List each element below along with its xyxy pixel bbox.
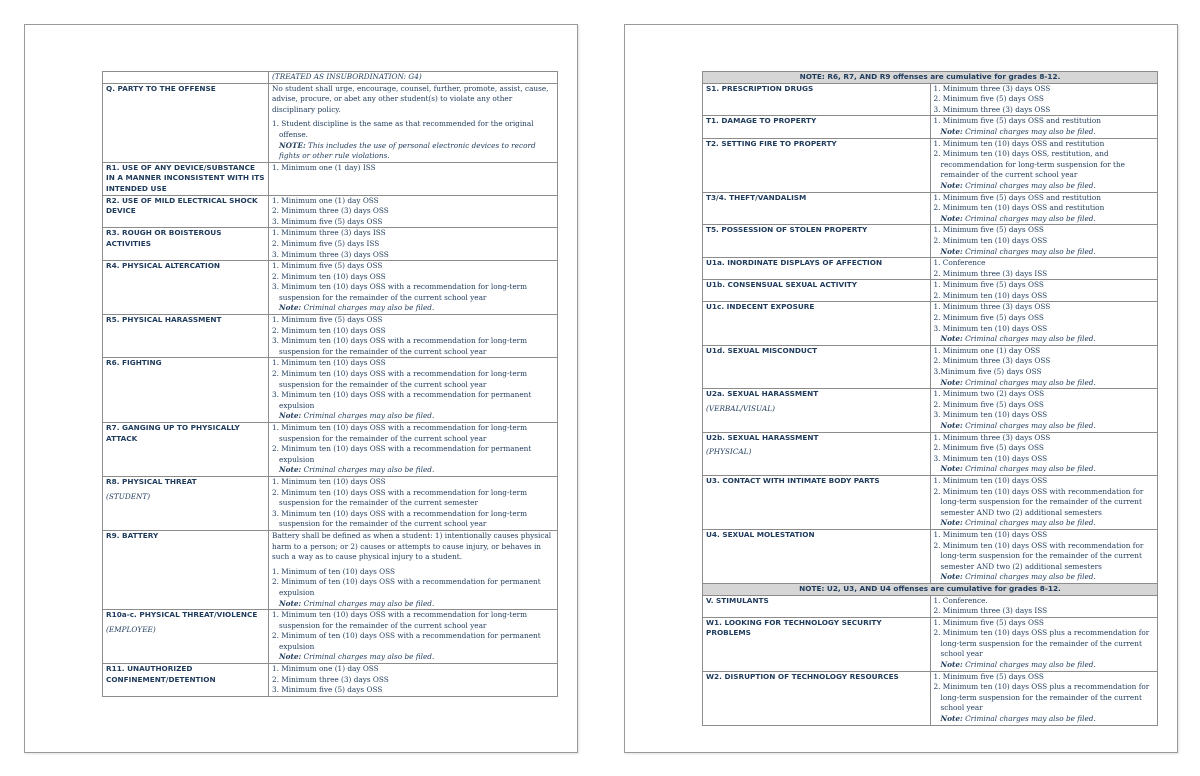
- consequence-cell: [269, 610, 558, 664]
- consequence-item: 2. Minimum ten (10) days OSS with a recommendation for permanent expulsion: [272, 444, 532, 464]
- offense-row: [703, 529, 1158, 583]
- offense-row: [703, 595, 1158, 617]
- offense-row: [103, 228, 558, 261]
- consequence-item: 1. Minimum ten (10) days OSS with a recommendation for long-term suspension for the remainder of the current school year: [272, 423, 528, 443]
- offense-name: R9. BATTERY: [106, 530, 159, 540]
- consequence-cell: [269, 195, 558, 228]
- offense-qualifier: (VERBAL/VISUAL): [706, 403, 775, 413]
- consequence-item: 1. Minimum one (1) day OSS: [933, 345, 1041, 355]
- offense-name-cell: [703, 345, 931, 388]
- offense-row: [703, 389, 1158, 432]
- consequence-item: 1. Minimum one (1 day) ISS: [272, 162, 376, 172]
- right-page: [624, 24, 1178, 753]
- offense-row: [703, 345, 1158, 388]
- offense-name: V. STIMULANTS: [706, 595, 769, 605]
- offense-name: U1c. INDECENT EXPOSURE: [706, 302, 815, 312]
- offense-name: R3. ROUGH OR BOISTEROUS ACTIVITIES: [106, 228, 222, 248]
- header-note: (TREATED AS INSUBORDINATION: G4): [269, 72, 558, 84]
- note-label: Note:: [940, 180, 963, 190]
- consequence-item: 2. Minimum ten (10) days OSS: [272, 325, 386, 335]
- offense-qualifier: (PHYSICAL): [706, 447, 752, 457]
- offense-name: U1b. CONSENSUAL SEXUAL ACTIVITY: [706, 280, 858, 290]
- note-text: Criminal charges may also be filed.: [965, 464, 1096, 474]
- consequence-item: 1. Minimum one (1) day OSS: [272, 664, 379, 674]
- consequence-item: 2. Minimum ten (10) days OSS with a recommendation for long-term suspension for the remainder of the current school year: [272, 369, 528, 389]
- offense-name-cell: [103, 664, 269, 697]
- consequence-item: 1. Minimum five (5) days OSS: [933, 280, 1044, 290]
- offense-name-cell: [103, 358, 269, 423]
- consequence-cell: [930, 345, 1158, 388]
- criminal-charges-note: [272, 652, 554, 663]
- consequence-cell: [930, 83, 1158, 116]
- consequence-item: 1. Minimum five (5) days OSS: [272, 315, 383, 325]
- consequence-item: 2. Minimum five (5) days OSS: [933, 399, 1044, 409]
- offense-row: [703, 138, 1158, 192]
- consequence-cell: [930, 258, 1158, 280]
- note-label: Note:: [279, 652, 302, 662]
- consequence-item: 2. Minimum five (5) days OSS: [933, 94, 1044, 104]
- criminal-charges-note: [934, 181, 1155, 192]
- consequence-item: 3. Minimum ten (10) days OSS: [933, 323, 1048, 333]
- consequence-item: 1. Minimum five (5) days OSS: [933, 617, 1044, 627]
- offense-name: R1. USE OF ANY DEVICE/SUBSTANCE IN A MANNER INCONSISTENT WITH ITS INTENDED USE: [106, 162, 265, 193]
- note-text: Criminal charges may also be filed.: [965, 126, 1096, 136]
- offense-row: [103, 530, 558, 609]
- note-text: Criminal charges may also be filed.: [965, 213, 1096, 223]
- consequence-item: 2. Minimum ten (10) days OSS plus a recommendation for long-term suspension for the remainder of the current school year: [933, 628, 1150, 659]
- consequence-cell: [269, 228, 558, 261]
- consequence-item: 1. Minimum ten (10) days OSS: [933, 529, 1048, 539]
- note-label: Note:: [279, 465, 302, 475]
- consequence-cell: [930, 225, 1158, 258]
- consequence-item: 2. Minimum five (5) days OSS: [933, 443, 1044, 453]
- offense-name-cell: [703, 225, 931, 258]
- consequence-cell: [930, 595, 1158, 617]
- criminal-charges-note: [934, 247, 1155, 258]
- offense-name: Q. PARTY TO THE OFFENSE: [106, 83, 216, 93]
- consequence-item: 1. Minimum one (1) day OSS: [272, 195, 379, 205]
- offense-row: [703, 475, 1158, 529]
- consequence-item: 2. Minimum ten (10) days OSS: [933, 290, 1048, 300]
- criminal-charges-note: [934, 660, 1155, 671]
- offense-row: [103, 610, 558, 664]
- criminal-charges-note: [934, 572, 1155, 583]
- offense-name-cell: [703, 83, 931, 116]
- cumulative-note-row: [703, 583, 1158, 595]
- offense-name: R10a-c. PHYSICAL THREAT/VIOLENCE: [106, 610, 258, 620]
- consequence-item: 1. Minimum five (5) days OSS: [933, 671, 1044, 681]
- offense-name: U2a. SEXUAL HARASSMENT: [706, 389, 819, 399]
- criminal-charges-note: [934, 378, 1155, 389]
- note-text: Criminal charges may also be filed.: [303, 303, 435, 313]
- offense-name: U2b. SEXUAL HARASSMENT: [706, 432, 819, 442]
- consequence-item: 3. Minimum ten (10) days OSS with a recommendation for permanent expulsion: [272, 390, 532, 410]
- offense-name-cell: [103, 228, 269, 261]
- note-label: Note:: [279, 411, 302, 421]
- note-text: Criminal charges may also be filed.: [965, 334, 1096, 344]
- consequence-cell: [930, 116, 1158, 138]
- note-label: Note:: [279, 303, 302, 313]
- consequence-item: 1. Minimum three (3) days OSS: [933, 83, 1051, 93]
- offense-name-cell: [703, 280, 931, 302]
- note-label: Note:: [940, 213, 963, 223]
- offense-name-cell: [703, 432, 931, 475]
- note-label: Note:: [940, 421, 963, 430]
- offense-name-cell: [703, 475, 931, 529]
- note-text: Criminal charges may also be filed.: [965, 518, 1096, 528]
- offense-row: [703, 225, 1158, 258]
- criminal-charges-note: [934, 421, 1155, 432]
- consequence-cell: [930, 671, 1158, 725]
- consequence-item: 2. Minimum of ten (10) days OSS with a recommendation for permanent expulsion: [272, 577, 541, 597]
- criminal-charges-note: [934, 464, 1155, 475]
- consequence-item: 3.Minimum five (5) days OSS: [933, 367, 1042, 377]
- note-label: Note:: [940, 572, 963, 582]
- note-text: Criminal charges may also be filed.: [965, 246, 1096, 256]
- offense-name-cell: [103, 195, 269, 228]
- offense-row: [103, 664, 558, 697]
- offense-name-cell: [703, 192, 931, 225]
- consequence-item: 1. Conference.: [933, 595, 988, 605]
- offense-name: R11. UNAUTHORIZED CONFINEMENT/DETENTION: [106, 664, 216, 684]
- criminal-charges-note: [934, 714, 1155, 725]
- note-text: Criminal charges may also be filed.: [303, 411, 435, 421]
- consequence-cell: [269, 476, 558, 530]
- header-note-row: [103, 72, 558, 84]
- consequence-item: 2. Minimum five (5) days ISS: [272, 238, 380, 248]
- criminal-charges-note: [272, 465, 554, 476]
- criminal-charges-note: [934, 127, 1155, 138]
- offense-name-cell: [703, 138, 931, 192]
- offense-name: W2. DISRUPTION OF TECHNOLOGY RESOURCES: [706, 671, 899, 681]
- offense-name: T1. DAMAGE TO PROPERTY: [706, 116, 817, 126]
- offense-name: R5. PHYSICAL HARASSMENT: [106, 315, 222, 325]
- offense-name-cell: [703, 595, 931, 617]
- note-text: This includes the use of personal electronic devices to record fights or other rule violations.: [279, 140, 536, 161]
- offense-name-cell: [103, 530, 269, 609]
- cumulative-note-row: [703, 72, 1158, 84]
- offense-name: S1. PRESCRIPTION DRUGS: [706, 83, 814, 93]
- offense-row: [703, 83, 1158, 116]
- offense-row: [103, 83, 558, 162]
- criminal-charges-note: [934, 214, 1155, 225]
- consequence-cell: [930, 432, 1158, 475]
- consequence-item: 3. Minimum ten (10) days OSS with a recommendation for long-term suspension for the remainder of the current school year: [272, 282, 528, 302]
- consequence-item: 2. Minimum three (3) days OSS: [272, 674, 389, 684]
- offense-name-cell: [703, 671, 931, 725]
- consequence-item: 2. Minimum ten (10) days OSS: [272, 271, 386, 281]
- consequence-item: 1. Minimum five (5) days OSS: [933, 225, 1044, 235]
- consequence-item: 1. Minimum three (3) days ISS: [272, 228, 386, 238]
- criminal-charges-note: [272, 303, 554, 314]
- offense-row: [703, 116, 1158, 138]
- offense-name: T5. POSSESSION OF STOLEN PROPERTY: [706, 225, 868, 235]
- criminal-charges-note: [272, 141, 554, 162]
- criminal-charges-note: [272, 599, 554, 610]
- consequence-item: 1. Conference: [933, 258, 986, 268]
- note-label: Note:: [940, 334, 963, 344]
- offense-name: W1. LOOKING FOR TECHNOLOGY SECURITY PROBLEMS: [706, 617, 882, 638]
- consequence-item: 3. Minimum ten (10) days OSS: [933, 453, 1048, 463]
- offense-row: [103, 162, 558, 195]
- offense-name: R2. USE OF MILD ELECTRICAL SHOCK DEVICE: [106, 195, 258, 216]
- offense-row: [703, 280, 1158, 302]
- consequence-cell: [269, 664, 558, 697]
- consequence-item: 3. Minimum ten (10) days OSS: [933, 410, 1048, 420]
- consequence-cell: [930, 529, 1158, 583]
- consequence-item: 1. Minimum three (3) days OSS: [933, 432, 1051, 442]
- consequence-item: 2. Minimum ten (10) days OSS with recommendation for long-term suspension for the remainder of the current semester AND two (2) additional semesters: [933, 540, 1144, 571]
- consequence-item: 1. Minimum five (5) days OSS and restitution: [933, 116, 1101, 126]
- consequence-item: 1. Minimum of ten (10) days OSS: [272, 566, 396, 576]
- consequence-item: 2. Minimum three (3) days OSS: [272, 206, 389, 216]
- note-text: Criminal charges may also be filed.: [965, 377, 1096, 387]
- consequence-item: 3. Minimum three (3) days OSS: [272, 249, 389, 259]
- consequence-item: 2. Minimum ten (10) days OSS and restitution: [933, 203, 1105, 213]
- offense-name: U4. SEXUAL MOLESTATION: [706, 529, 815, 539]
- offense-qualifier: (STUDENT): [106, 491, 151, 501]
- consequence-item: 2. Minimum ten (10) days OSS plus a recommendation for long-term suspension for the remainder of the current school year: [933, 682, 1150, 713]
- consequence-item: 3. Minimum five (5) days OSS: [272, 216, 383, 226]
- consequence-cell: [930, 302, 1158, 345]
- criminal-charges-note: [934, 334, 1155, 345]
- consequence-cell: [269, 423, 558, 477]
- offense-name-cell: [103, 610, 269, 664]
- left-discipline-table: [102, 71, 558, 697]
- offense-name: R6. FIGHTING: [106, 358, 162, 368]
- offense-name: U1d. SEXUAL MISCONDUCT: [706, 345, 818, 355]
- note-text: Criminal charges may also be filed.: [303, 598, 435, 608]
- consequence-item: 1. Minimum five (5) days OSS: [272, 261, 383, 271]
- consequence-cell: [930, 138, 1158, 192]
- note-label: Note:: [940, 126, 963, 136]
- offense-name: T3/4. THEFT/VANDALISM: [706, 192, 807, 202]
- consequence-item: 2. Minimum ten (10) days OSS with a recommendation for long-term suspension for the remainder of the current semester: [272, 487, 528, 508]
- offense-definition: No student shall urge, encourage, counsel, further, promote, assist, cause, advise, procure, or abet any other student(s) to violate any other disciplinary policy.: [272, 83, 549, 114]
- offense-name: U3. CONTACT WITH INTIMATE BODY PARTS: [706, 475, 880, 485]
- consequence-cell: [930, 617, 1158, 671]
- consequence-cell: [269, 358, 558, 423]
- consequence-cell: [930, 475, 1158, 529]
- offense-name-cell: [703, 529, 931, 583]
- criminal-charges-note: [272, 411, 554, 422]
- consequence-item: 1. Minimum three (3) days OSS: [933, 302, 1051, 312]
- offense-name-cell: [103, 83, 269, 162]
- offense-name: U1a. INORDINATE DISPLAYS OF AFFECTION: [706, 258, 883, 268]
- offense-definition: Battery shall be defined as when a student: 1) intentionally causes physical harm to a person; or 2) causes or attempts to cause injury, or behaves in such a way as to cause physical injury to a student.: [272, 530, 552, 562]
- note-text: Criminal charges may also be filed.: [965, 421, 1096, 430]
- offense-row: [103, 358, 558, 423]
- consequence-item: 1. Minimum ten (10) days OSS: [272, 476, 386, 486]
- note-text: Criminal charges may also be filed.: [965, 660, 1096, 670]
- consequence-item: 2. Minimum three (3) days OSS: [933, 356, 1051, 366]
- cumulative-note: NOTE: R6, R7, AND R9 offenses are cumulative for grades 8-12.: [703, 72, 1158, 84]
- offense-name-cell: [103, 476, 269, 530]
- cumulative-note: NOTE: U2, U3, AND U4 offenses are cumulative for grades 8-12.: [703, 583, 1158, 595]
- consequence-item: 2. Minimum three (3) days ISS: [933, 268, 1048, 278]
- offense-name-cell: [703, 389, 931, 432]
- note-text: Criminal charges may also be filed.: [965, 180, 1096, 190]
- consequence-item: 3. Minimum ten (10) days OSS with a recommendation for long-term suspension for the remainder of the current school year: [272, 336, 528, 356]
- offense-name-cell: [103, 423, 269, 477]
- offense-qualifier: (EMPLOYEE): [106, 624, 156, 634]
- criminal-charges-note: [934, 518, 1155, 529]
- offense-row: [703, 617, 1158, 671]
- consequence-item: 2. Minimum ten (10) days OSS with recommendation for long-term suspension for the remainder of the current semester AND two (2) additional semesters: [933, 486, 1144, 517]
- offense-row: [103, 315, 558, 358]
- offense-row: [703, 432, 1158, 475]
- consequence-item: 1. Minimum ten (10) days OSS with a recommendation for long-term suspension for the remainder of the current school year: [272, 610, 528, 630]
- offense-row: [103, 423, 558, 477]
- consequence-item: 1. Minimum two (2) days OSS: [933, 389, 1045, 399]
- note-text: Criminal charges may also be filed.: [303, 465, 435, 475]
- consequence-item: 2. Minimum five (5) days OSS: [933, 313, 1044, 323]
- offense-name-cell: [103, 315, 269, 358]
- consequence-cell: [269, 530, 558, 609]
- offense-name-cell: [103, 162, 269, 195]
- consequence-item: 2. Minimum of ten (10) days OSS with a recommendation for permanent expulsion: [272, 631, 541, 651]
- offense-row: [703, 671, 1158, 725]
- offense-name: R7. GANGING UP TO PHYSICALLY ATTACK: [106, 423, 240, 443]
- consequence-cell: [930, 192, 1158, 225]
- offense-row: [703, 192, 1158, 225]
- note-label: Note:: [940, 377, 963, 387]
- note-text: Criminal charges may also be filed.: [965, 714, 1096, 724]
- offense-row: [703, 258, 1158, 280]
- consequence-item: 1. Minimum ten (10) days OSS: [933, 475, 1048, 485]
- note-text: Criminal charges may also be filed.: [965, 572, 1096, 582]
- consequence-item: 1. Minimum five (5) days OSS and restitution: [933, 192, 1101, 202]
- note-label: Note:: [279, 598, 302, 608]
- left-page: [24, 24, 578, 753]
- offense-name: R8. PHYSICAL THREAT: [106, 476, 197, 486]
- consequence-item: 1. Student discipline is the same as that recommended for the original offense.: [272, 119, 534, 139]
- offense-name-cell: [103, 261, 269, 315]
- offense-name: T2. SETTING FIRE TO PROPERTY: [706, 138, 837, 148]
- consequence-item: 1. Minimum ten (10) days OSS and restitution: [933, 138, 1105, 148]
- consequence-cell: [269, 162, 558, 195]
- offense-row: [103, 195, 558, 228]
- consequence-item: 1. Minimum ten (10) days OSS: [272, 358, 386, 368]
- note-label: Note:: [940, 660, 963, 670]
- consequence-item: 3. Minimum three (3) days OSS: [933, 104, 1051, 114]
- offense-name-cell: [703, 302, 931, 345]
- consequence-item: 2. Minimum ten (10) days OSS, restitution, and recommendation for long-term suspension for the remainder of the current school year: [933, 149, 1126, 180]
- note-text: Criminal charges may also be filed.: [303, 652, 435, 662]
- note-label: Note:: [940, 518, 963, 528]
- offense-row: [703, 302, 1158, 345]
- consequence-item: 3. Minimum five (5) days OSS: [272, 685, 383, 695]
- offense-name-cell: [703, 258, 931, 280]
- offense-name: R4. PHYSICAL ALTERCATION: [106, 261, 221, 271]
- consequence-item: 3. Minimum ten (10) days OSS with a recommendation for long-term suspension for the remainder of the current school year: [272, 508, 528, 529]
- consequence-cell: [930, 389, 1158, 432]
- note-label: NOTE:: [279, 140, 306, 150]
- consequence-item: 2. Minimum ten (10) days OSS: [933, 235, 1048, 245]
- offense-name-cell: [703, 116, 931, 138]
- consequence-cell: [269, 315, 558, 358]
- consequence-cell: [269, 83, 558, 162]
- offense-row: [103, 476, 558, 530]
- right-discipline-table: [702, 71, 1158, 726]
- note-label: Note:: [940, 246, 963, 256]
- note-label: Note:: [940, 714, 963, 724]
- consequence-cell: [269, 261, 558, 315]
- offense-name-cell: [703, 617, 931, 671]
- offense-row: [103, 261, 558, 315]
- consequence-item: 2. Minimum three (3) days ISS: [933, 606, 1048, 616]
- note-label: Note:: [940, 464, 963, 474]
- consequence-cell: [930, 280, 1158, 302]
